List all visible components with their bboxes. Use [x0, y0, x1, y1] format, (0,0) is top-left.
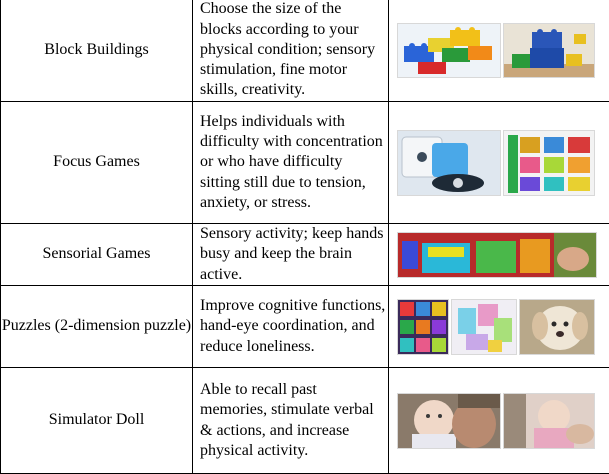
activity-name: Simulator Doll	[1, 368, 193, 474]
pattern-puzzle-photo	[397, 299, 449, 355]
activity-images	[389, 368, 609, 474]
activity-description: Helps individuals with difficulty with concentration or who have difficulty sitting still due to tension, anxiety, or stress.	[193, 102, 389, 224]
activity-name: Sensorial Games	[1, 224, 193, 286]
fidget-cube-photo	[397, 130, 501, 196]
activity-name: Focus Games	[1, 102, 193, 224]
table-row	[1, 0, 609, 102]
dog-puzzle-photo	[519, 299, 595, 355]
activity-images	[389, 224, 609, 286]
table-row	[1, 102, 609, 224]
activity-description: Able to recall past memories, stimulate verbal & actions, and increase physical activity.	[193, 368, 389, 474]
activity-description: Sensory activity; keep hands busy and keep the brain active.	[193, 224, 389, 286]
big-blocks-photo	[503, 23, 595, 78]
activity-name: Puzzles (2-dimension puzzle)	[1, 286, 193, 368]
activity-images	[389, 102, 609, 224]
activity-description: Improve cognitive functions, hand-eye coordination, and reduce loneliness.	[193, 286, 389, 368]
sensory-board-photo	[397, 232, 597, 278]
fidget-toys-chart	[503, 130, 595, 196]
activity-images	[389, 0, 609, 102]
colorful-blocks-photo	[397, 23, 501, 78]
popit-puzzle-photo	[451, 299, 517, 355]
table-row	[1, 224, 609, 286]
activity-images	[389, 286, 609, 368]
activity-description: Choose the size of the blocks according to your physical condition; sensory stimulation, fine motor skills, creativity.	[193, 0, 389, 102]
activity-name: Block Buildings	[1, 0, 193, 102]
doll-hug-photo	[397, 393, 501, 449]
table-row	[1, 368, 609, 474]
doll-hold-photo	[503, 393, 595, 449]
table-row	[1, 286, 609, 368]
